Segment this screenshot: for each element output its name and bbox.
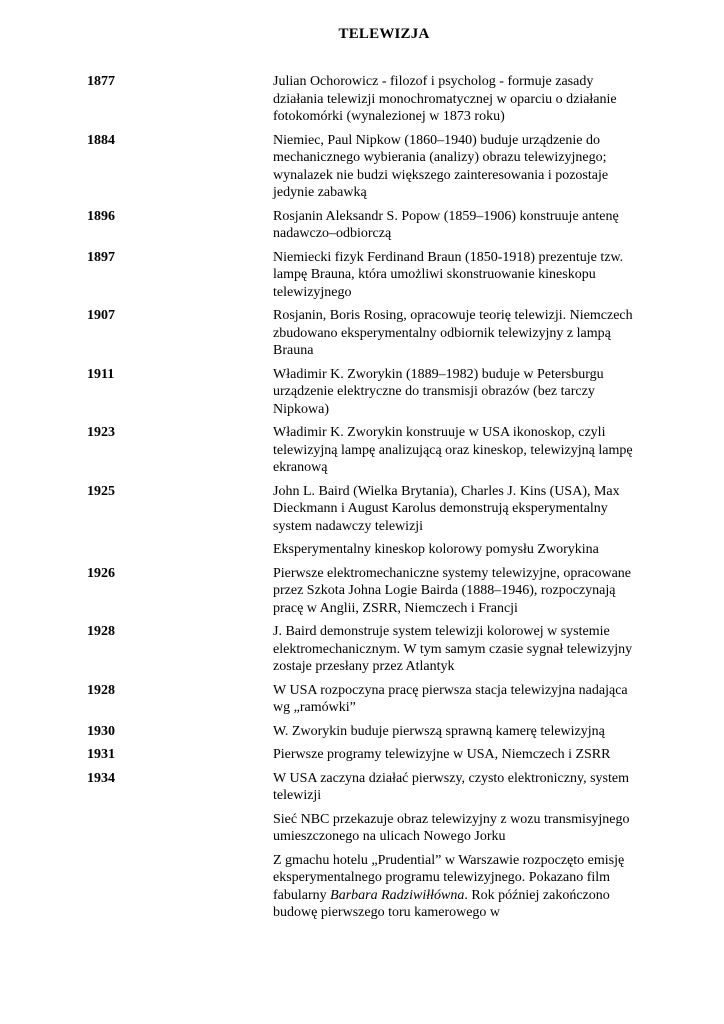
- timeline-year: 1896: [87, 208, 115, 224]
- timeline-text: W USA rozpoczyna pracę pierwsza stacja telewizyjna nadająca wg „ramówki”: [273, 682, 628, 715]
- timeline-year: 1923: [87, 425, 115, 440]
- timeline-row: [87, 73, 647, 126]
- timeline-text: Niemiecki fizyk Ferdinand Braun (1850-1918) prezentuje tzw. lampę Brauna, która umożliwi skonstruowanie kineskopu telewizyjnego: [273, 249, 624, 300]
- timeline-year: 1925: [87, 483, 115, 499]
- film-title: Barbara Radziwiłłówna: [330, 887, 465, 903]
- timeline-row: [87, 483, 647, 536]
- timeline-year: 1877: [87, 74, 115, 89]
- timeline-text: Władimir K. Zworykin konstruuje w USA ikonoskop, czyli telewizyjną lampę analizującą oraz kineskop, telewizyjną lampę ekranową: [273, 425, 633, 475]
- timeline-text: Władimir K. Zworykin (1889–1982) buduje w Petersburgu urządzenie elektryczne do transmisji obrazów (bez tarczy Nipkowa): [273, 366, 604, 417]
- timeline-year: 1884: [87, 132, 115, 148]
- timeline-text: Niemiec, Paul Nipkow (1860–1940) buduje urządzenie do mechanicznego wybierania (analizy) obrazu telewizyjnego; wynalazek nie budzi większego zainteresowania i pozostaje jedynie zabawką: [273, 132, 609, 200]
- timeline-row: [87, 366, 647, 419]
- timeline-year: 1897: [87, 249, 115, 265]
- timeline-year: 1907: [87, 308, 115, 323]
- timeline-text: J. Baird demonstruje system telewizji kolorowej w systemie elektromechanicznym. W tym samym czasie sygnał telewizyjny zostaje przesłany przez Atlantyk: [273, 624, 633, 674]
- timeline-year: 1911: [87, 366, 115, 382]
- timeline-row: [87, 424, 647, 477]
- timeline-text: Pierwsze programy telewizyjne w USA, Niemczech i ZSRR: [273, 747, 611, 762]
- timeline-row: [87, 682, 647, 717]
- timeline-row: [87, 307, 647, 360]
- timeline-row: [87, 541, 647, 559]
- timeline-text: Julian Ochorowicz - filozof i psycholog - formuje zasady działania telewizji monochromatycznej w oparciu o działanie fotokomórki (wynalezionej w 1873 roku): [273, 74, 617, 124]
- timeline-row: [87, 811, 647, 846]
- page-title: TELEWIZJA: [338, 26, 430, 42]
- timeline-row: [87, 746, 647, 764]
- timeline-row: [87, 623, 647, 676]
- timeline-year: 1931: [87, 747, 115, 762]
- timeline-row: [87, 249, 647, 302]
- timeline-text: [273, 852, 643, 922]
- timeline-text: Pierwsze elektromechaniczne systemy telewizyjne, opracowane przez Szkota Johna Logie Bairda (1888–1946), rozpoczynają pracę w Anglii, ZSRR, Niemczech i Francji: [273, 565, 632, 616]
- timeline-year: 1934: [87, 770, 115, 786]
- timeline-row: [87, 208, 647, 243]
- timeline-text: Rosjanin, Boris Rosing, opracowuje teorię telewizji. Niemczech zbudowano eksperymentalny odbiornik telewizyjny z lampą Brauna: [273, 308, 633, 358]
- timeline-text: John L. Baird (Wielka Brytania), Charles J. Kins (USA), Max Dieckmann i August Karolus demonstrują eksperymentalny system nadawczy telewizji: [273, 483, 620, 534]
- timeline-year: 1926: [87, 565, 115, 581]
- timeline-text-part: . Rok później zakończono budowę pierwszego toru kamerowego w: [273, 887, 610, 920]
- timeline-year: 1928: [87, 624, 115, 639]
- timeline-row: [87, 852, 647, 922]
- timeline-year: 1930: [87, 723, 115, 739]
- timeline: [87, 73, 647, 928]
- timeline-year: 1928: [87, 682, 115, 698]
- timeline-row: [87, 723, 647, 741]
- timeline-text-part: Z gmachu hotelu „Prudential” w Warszawie rozpoczęto emisję eksperymentalnego programu telewizyjnego. Pokazano film fabularny: [273, 852, 625, 903]
- timeline-row: [87, 132, 647, 202]
- timeline-text: W USA zaczyna działać pierwszy, czysto elektroniczny, system telewizji: [273, 770, 629, 803]
- timeline-row: [87, 770, 647, 805]
- timeline-text: Rosjanin Aleksandr S. Popow (1859–1906) konstruuje antenę nadawczo–odbiorczą: [273, 208, 619, 241]
- timeline-text: W. Zworykin buduje pierwszą sprawną kamerę telewizyjną: [273, 723, 605, 739]
- timeline-text: Eksperymentalny kineskop kolorowy pomysłu Zworykina: [273, 542, 599, 557]
- timeline-row: [87, 565, 647, 618]
- timeline-text: Sieć NBC przekazuje obraz telewizyjny z wozu transmisyjnego umieszczonego na ulicach Nowego Jorku: [273, 811, 630, 844]
